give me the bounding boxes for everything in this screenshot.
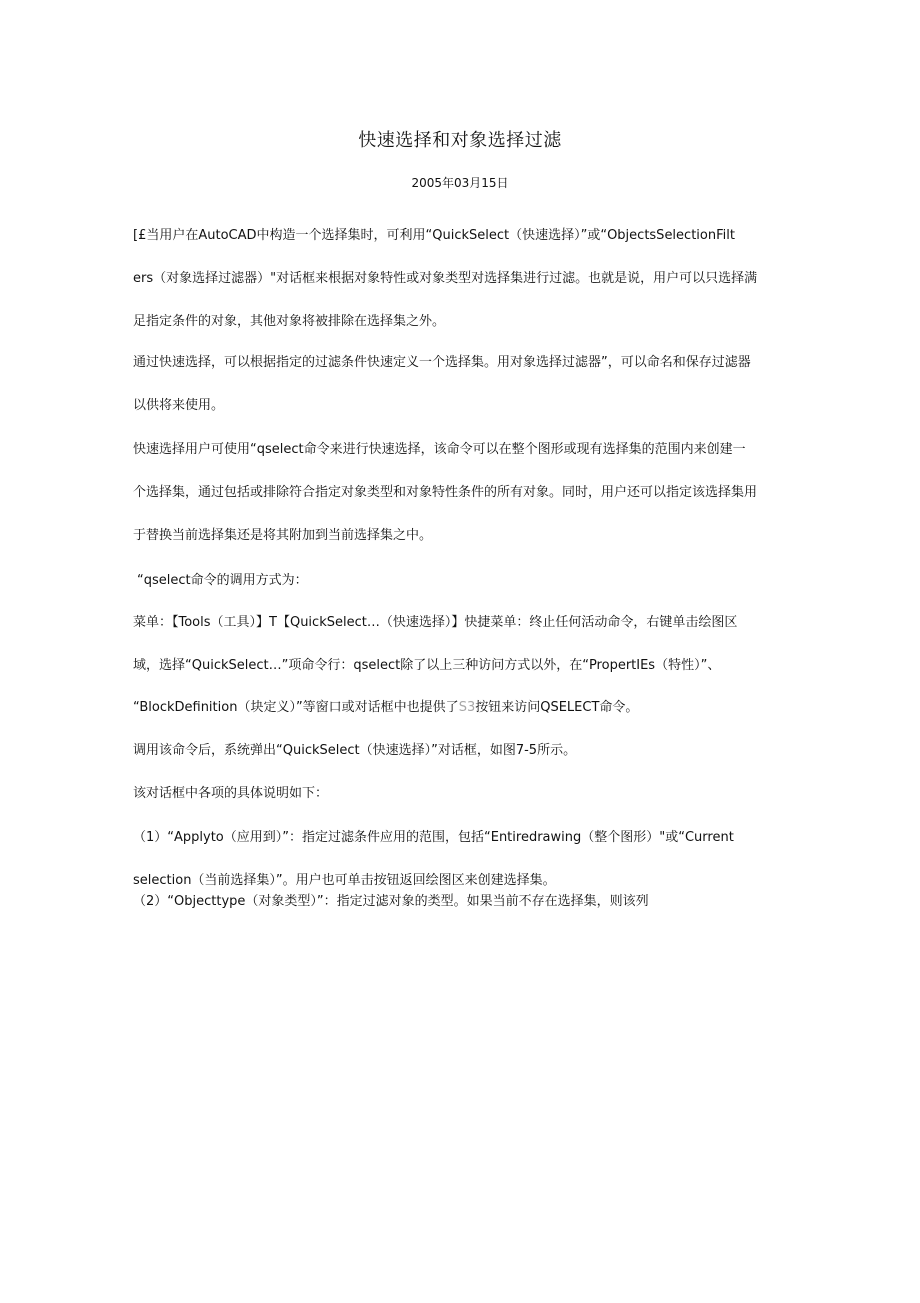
paragraph-line: [£当用户在AutoCAD中构造一个选择集时，可利用“QuickSelect（快速选择）”或“ObjectsSelectionFilt <box>133 228 735 243</box>
paragraph-line: 调用该命令后，系统弹出“QuickSelect（快速选择）”对话框，如图7-5所示。 <box>133 743 577 758</box>
paragraph-line: selection（当前选择集）”。用户也可单击按钮返回绘图区来创建选择集。 <box>133 873 556 888</box>
paragraph-line: ers（对象选择过滤器）"对话框来根据对象特性或对象类型对选择集进行过滤。也就是说，用户可以只选择满 <box>133 271 758 286</box>
line-text: 按钮来访问QSELECT命令。 <box>475 700 639 715</box>
line-text: “BlockDefinition（块定义）”等窗口或对话框中也提供了 <box>133 700 459 715</box>
paragraph-line <box>133 699 793 717</box>
paragraph-line: 菜单：【Tools（工具）】T【QuickSelect…（快速选择）】快捷菜单：终止任何活动命令，右键单击绘图区 <box>133 615 738 630</box>
document-title: 快速选择和对象选择过滤 <box>358 130 562 151</box>
paragraph-line: 域，选择“QuickSelect…”项命令行：qselect除了以上三种访问方式以外，在“PropertIEs（特性）”、 <box>133 658 721 673</box>
paragraph-line: 于替换当前选择集还是将其附加到当前选择集之中。 <box>133 528 433 543</box>
paragraph-line: “qselect命令的调用方式为： <box>137 573 308 588</box>
paragraph-line: 以供将来使用。 <box>133 398 225 413</box>
paragraph-line: 个选择集，通过包括或排除符合指定对象类型和对象特性条件的所有对象。同时，用户还可以指定该选择集用 <box>133 485 758 500</box>
paragraph-line: 足指定条件的对象，其他对象将被排除在选择集之外。 <box>133 314 446 329</box>
paragraph-line: 快速选择用户可使用“qselect命令来进行快速选择，该命令可以在整个图形或现有选择集的范围内来创建一 <box>133 442 746 457</box>
paragraph-line: 通过快速选择，可以根据指定的过滤条件快速定义一个选择集。用对象选择过滤器”，可以命名和保存过滤器 <box>133 355 751 370</box>
paragraph-line: （1）“Applyto（应用到）”：指定过滤条件应用的范围，包括“Entiredrawing（整个图形）"或“Current <box>133 830 734 845</box>
paragraph-line: 该对话框中各项的具体说明如下： <box>133 786 329 801</box>
paragraph-line: （2）“Objecttype（对象类型）”：指定过滤对象的类型。如果当前不存在选择集，则该列 <box>133 894 649 909</box>
toolbar-button-glyph: S3 <box>458 700 476 715</box>
document-date: 2005年03月15日 <box>411 176 509 190</box>
